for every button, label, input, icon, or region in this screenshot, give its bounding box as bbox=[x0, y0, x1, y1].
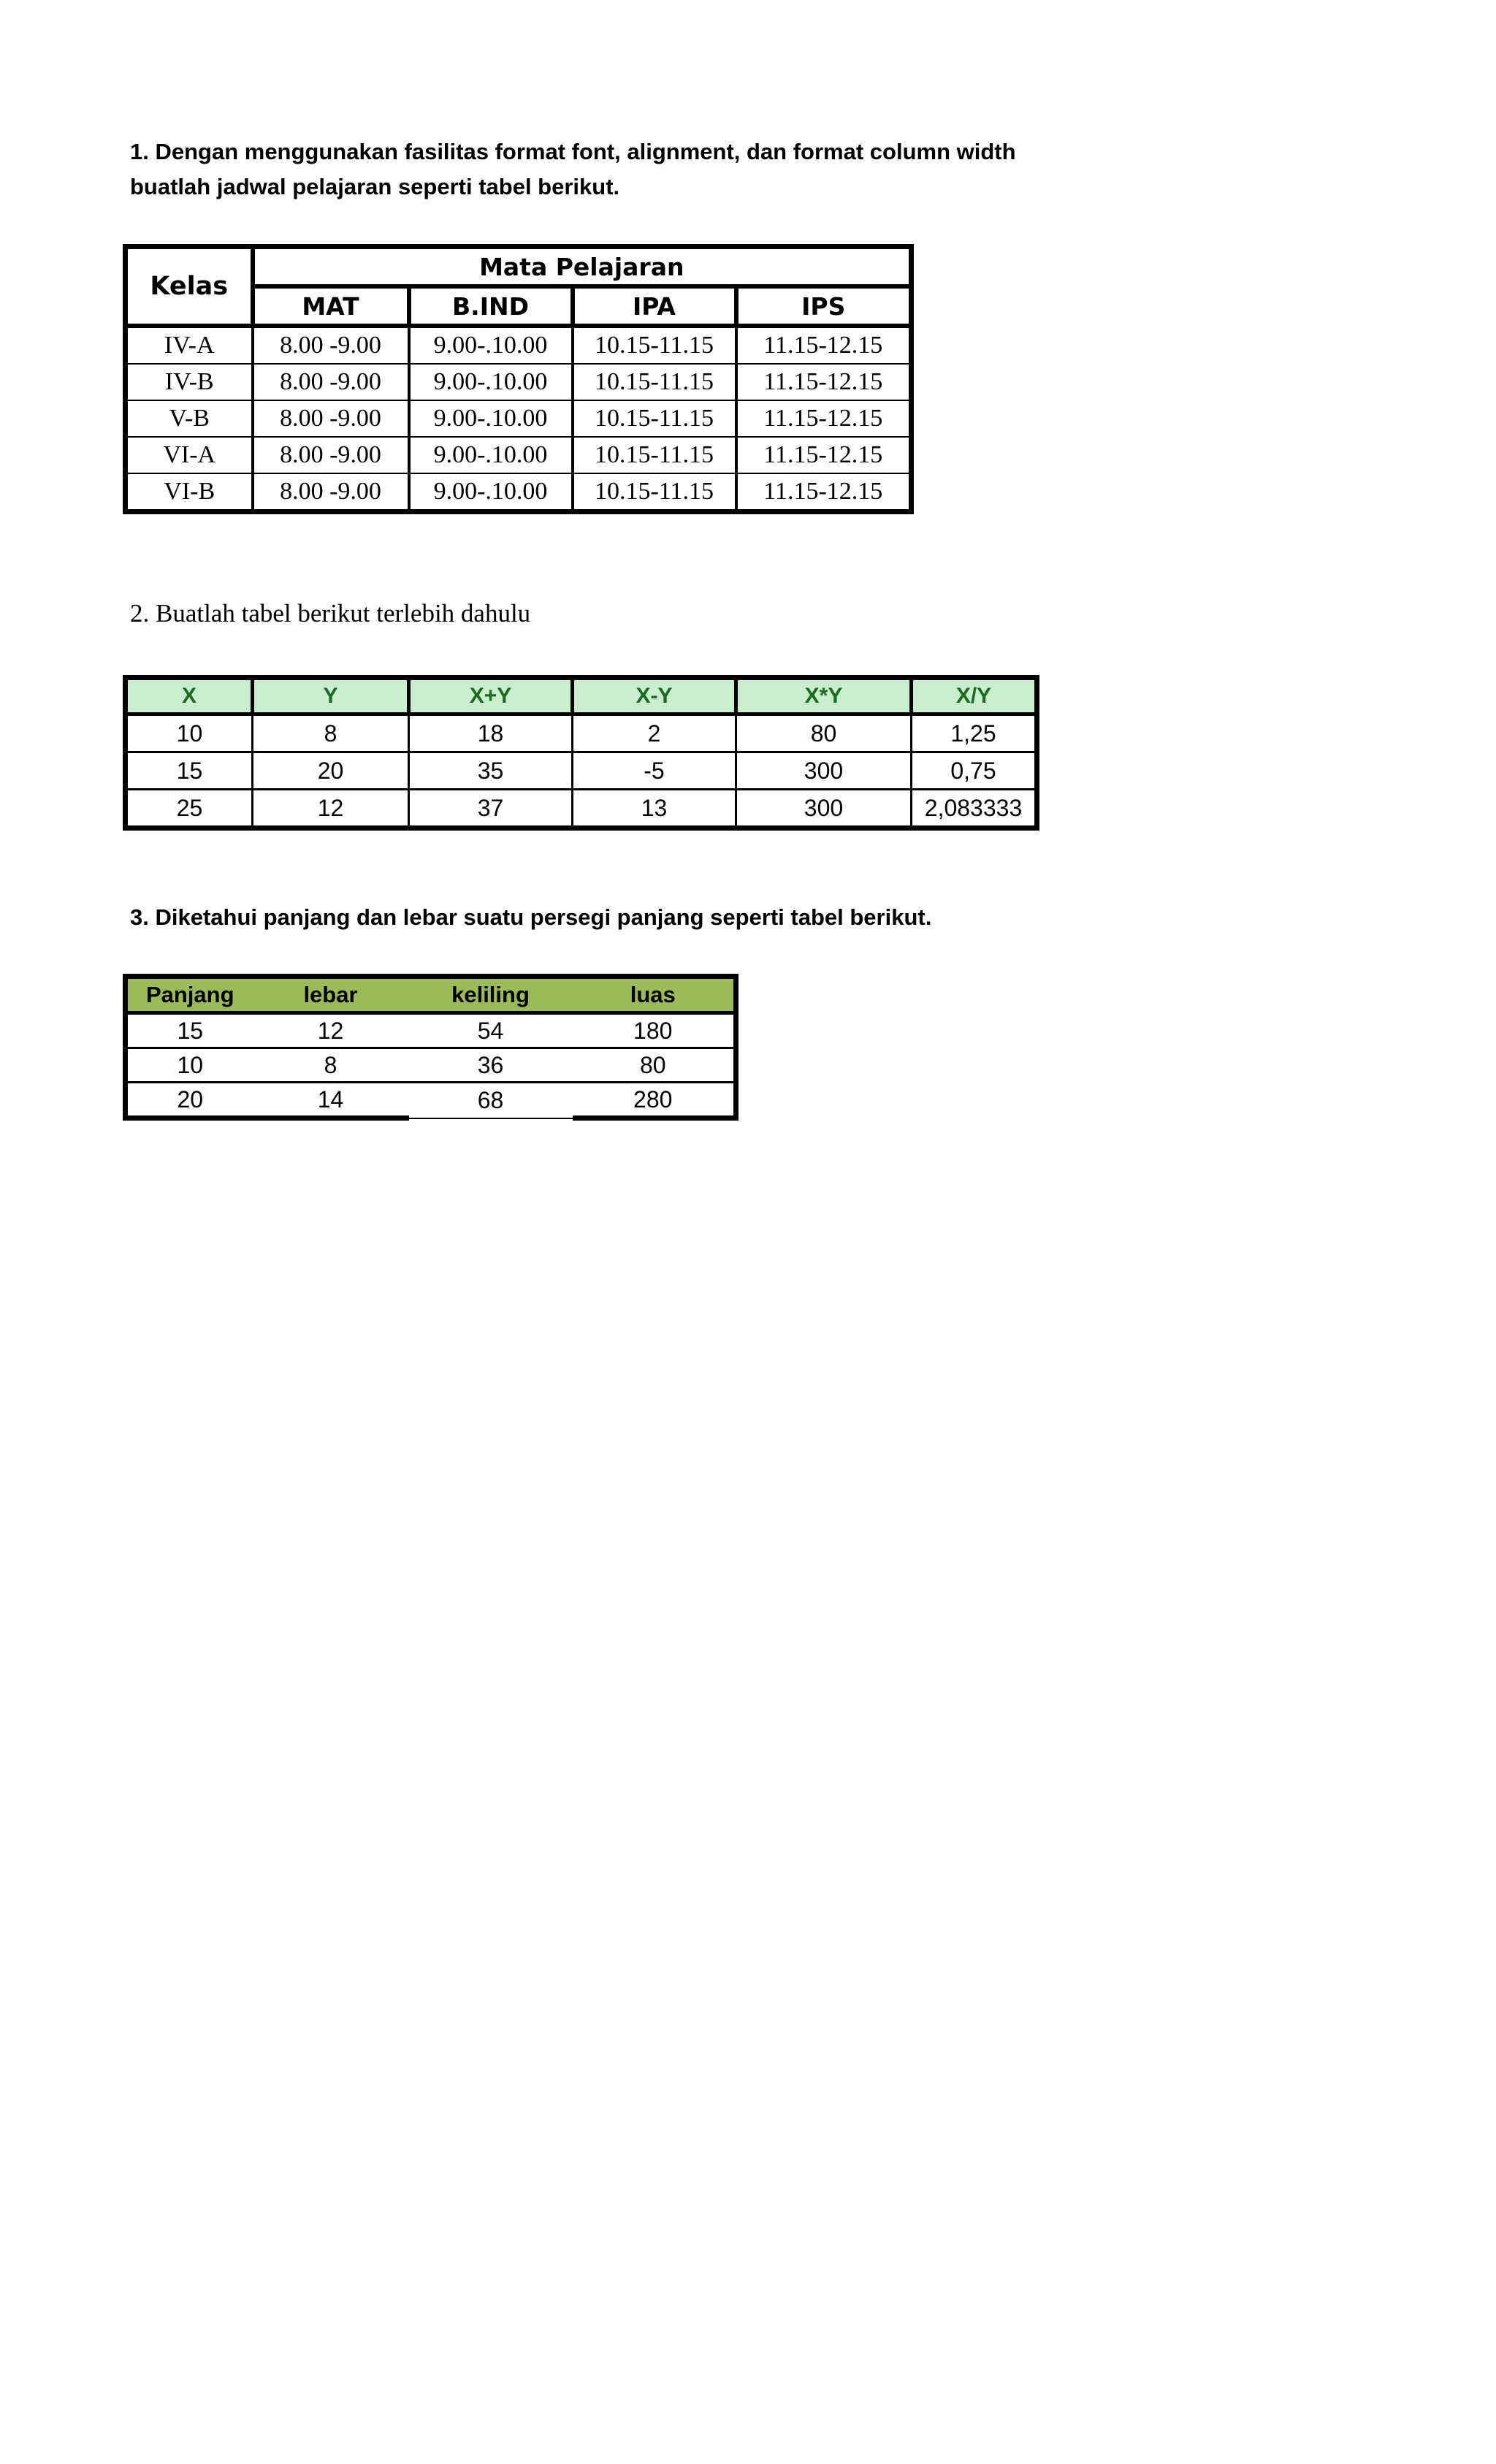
subject-header: MAT bbox=[253, 286, 409, 326]
rectangle-table bbox=[123, 974, 739, 1121]
table-cell: 11.15-12.15 bbox=[736, 400, 912, 437]
table-row bbox=[126, 752, 1037, 790]
table-cell: 12 bbox=[253, 790, 409, 828]
schedule-table bbox=[123, 244, 914, 514]
table-cell: 11.15-12.15 bbox=[736, 326, 912, 364]
table-cell: 20 bbox=[253, 752, 409, 790]
subject-header: IPS bbox=[736, 286, 912, 326]
table-row bbox=[126, 714, 1037, 752]
table-row bbox=[126, 790, 1037, 828]
column-header: lebar bbox=[253, 977, 409, 1013]
column-header: X-Y bbox=[573, 678, 736, 714]
table-cell: 12 bbox=[253, 1013, 409, 1048]
table-cell: 2,083333 bbox=[912, 790, 1037, 828]
table-row bbox=[126, 473, 912, 512]
table-cell: 10.15-11.15 bbox=[573, 400, 736, 437]
subject-header: IPA bbox=[573, 286, 736, 326]
subject-header: B.IND bbox=[409, 286, 573, 326]
table-cell: 68 bbox=[409, 1083, 573, 1118]
question-2-title-text: 2. Buatlah tabel berikut terlebih dahulu bbox=[130, 599, 531, 628]
table-cell: 80 bbox=[573, 1048, 736, 1083]
kelas-header: Kelas bbox=[126, 247, 253, 327]
table-cell: 36 bbox=[409, 1048, 573, 1083]
column-header: X+Y bbox=[409, 678, 573, 714]
table-cell: 9.00-.10.00 bbox=[409, 473, 573, 512]
mata-pelajaran-header: Mata Pelajaran bbox=[253, 247, 912, 287]
table-cell: 13 bbox=[573, 790, 736, 828]
column-header: X*Y bbox=[736, 678, 912, 714]
column-header: X bbox=[126, 678, 253, 714]
table-cell: -5 bbox=[573, 752, 736, 790]
table-cell: 11.15-12.15 bbox=[736, 437, 912, 473]
table-cell: 11.15-12.15 bbox=[736, 364, 912, 400]
table-cell: 8 bbox=[253, 714, 409, 752]
table-cell: 10.15-11.15 bbox=[573, 437, 736, 473]
column-header: keliling bbox=[409, 977, 573, 1013]
table-row bbox=[126, 1048, 736, 1083]
question-1-title bbox=[130, 134, 1016, 205]
table-cell: 8.00 -9.00 bbox=[253, 437, 409, 473]
table-cell: 8.00 -9.00 bbox=[253, 473, 409, 512]
table-cell: 15 bbox=[126, 1013, 253, 1048]
table-cell: IV-A bbox=[126, 326, 253, 364]
column-header: Y bbox=[253, 678, 409, 714]
table-cell: 14 bbox=[253, 1083, 409, 1118]
table-cell: 11.15-12.15 bbox=[736, 473, 912, 512]
table-cell: 37 bbox=[409, 790, 573, 828]
table-cell: VI-B bbox=[126, 473, 253, 512]
table-cell: 280 bbox=[573, 1083, 736, 1118]
table-cell: 8.00 -9.00 bbox=[253, 364, 409, 400]
table-cell: VI-A bbox=[126, 437, 253, 473]
table-cell: IV-B bbox=[126, 364, 253, 400]
table-cell: 15 bbox=[126, 752, 253, 790]
question-3-title-text: 3. Diketahui panjang dan lebar suatu persegi panjang seperti tabel berikut. bbox=[130, 904, 932, 930]
table-cell: 180 bbox=[573, 1013, 736, 1048]
table-row bbox=[126, 1083, 736, 1118]
question-3-title bbox=[130, 900, 931, 935]
table-cell: 9.00-.10.00 bbox=[409, 326, 573, 364]
table-cell: 8.00 -9.00 bbox=[253, 326, 409, 364]
table-cell: 18 bbox=[409, 714, 573, 752]
table-cell: 80 bbox=[736, 714, 912, 752]
table-cell: 8.00 -9.00 bbox=[253, 400, 409, 437]
table-cell: V-B bbox=[126, 400, 253, 437]
table-cell: 20 bbox=[126, 1083, 253, 1118]
table-cell: 1,25 bbox=[912, 714, 1037, 752]
table-cell: 9.00-.10.00 bbox=[409, 364, 573, 400]
question-2-title bbox=[130, 596, 530, 631]
table-cell: 10.15-11.15 bbox=[573, 364, 736, 400]
table-cell: 10 bbox=[126, 1048, 253, 1083]
table-row bbox=[126, 400, 912, 437]
table-row bbox=[126, 437, 912, 473]
question-1-title-line-1: 1. Dengan menggunakan fasilitas format font, alignment, dan format column width bbox=[130, 139, 1016, 164]
table-cell: 9.00-.10.00 bbox=[409, 400, 573, 437]
question-1-title-line-2: buatlah jadwal pelajaran seperti tabel berikut. bbox=[130, 174, 620, 199]
column-header: Panjang bbox=[126, 977, 253, 1013]
column-header: luas bbox=[573, 977, 736, 1013]
table-cell: 10.15-11.15 bbox=[573, 473, 736, 512]
table-cell: 300 bbox=[736, 790, 912, 828]
table-cell: 10 bbox=[126, 714, 253, 752]
table-cell: 8 bbox=[253, 1048, 409, 1083]
table-row bbox=[126, 364, 912, 400]
xy-operations-table bbox=[123, 675, 1039, 831]
table-cell: 2 bbox=[573, 714, 736, 752]
table-cell: 35 bbox=[409, 752, 573, 790]
table-cell: 10.15-11.15 bbox=[573, 326, 736, 364]
column-header: X/Y bbox=[912, 678, 1037, 714]
table-row bbox=[126, 326, 912, 364]
table-cell: 25 bbox=[126, 790, 253, 828]
table-cell: 54 bbox=[409, 1013, 573, 1048]
table-cell: 9.00-.10.00 bbox=[409, 437, 573, 473]
table-cell: 300 bbox=[736, 752, 912, 790]
table-cell: 0,75 bbox=[912, 752, 1037, 790]
table-row bbox=[126, 1013, 736, 1048]
